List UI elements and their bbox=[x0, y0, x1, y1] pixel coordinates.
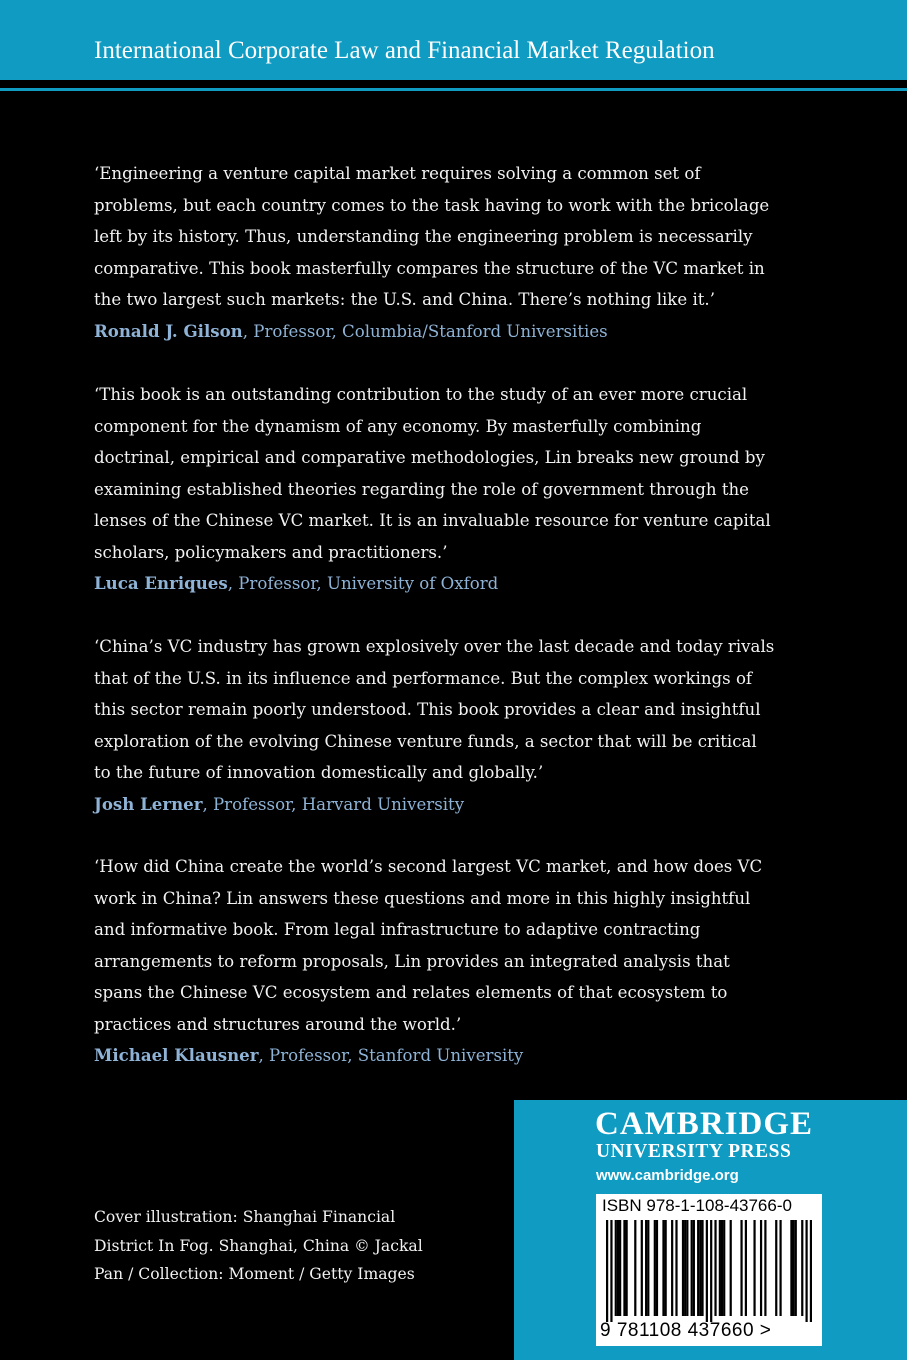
quote-line: lenses of the Chinese VC market. It is an invaluable resource for venture capital bbox=[94, 511, 771, 530]
barcode-bar bbox=[775, 1220, 777, 1316]
quote-line: ‘How did China create the world’s second largest VC market, and how does VC bbox=[94, 857, 763, 876]
barcode-bar bbox=[699, 1220, 701, 1316]
barcode-bar bbox=[682, 1220, 684, 1316]
quote-line: scholars, policymakers and practitioners.’ bbox=[94, 542, 448, 562]
quote-line: arrangements to reform proposals, Lin provides an integrated analysis that bbox=[94, 951, 730, 971]
quote-line: examining established theories regarding the role of government through the bbox=[94, 479, 749, 499]
endorsement-lerner bbox=[94, 631, 794, 820]
endorser-attribution bbox=[94, 789, 794, 821]
barcode-bar bbox=[753, 1220, 755, 1316]
band-rule bbox=[0, 88, 907, 91]
publisher-url: www.cambridge.org bbox=[596, 1167, 739, 1184]
barcode-bar bbox=[779, 1220, 781, 1316]
endorser-affiliation: , Professor, University of Oxford bbox=[227, 574, 499, 593]
barcode-bar bbox=[617, 1220, 619, 1316]
quote-line: ‘China’s VC industry has grown explosively over the last decade and today rivals bbox=[94, 637, 775, 656]
credit-line: Pan / Collection: Moment / Getty Images bbox=[94, 1265, 415, 1283]
barcode-bar bbox=[619, 1220, 621, 1316]
series-title: International Corporate Law and Financial Market Regulation bbox=[94, 37, 715, 64]
barcode-bar bbox=[801, 1220, 803, 1316]
barcode-bar bbox=[701, 1220, 703, 1316]
quote-line: exploration of the evolving Chinese venture funds, a sector that will be critical bbox=[94, 731, 757, 751]
quote-line: to the future of innovation domestically and globally.’ bbox=[94, 763, 544, 782]
barcode-bar bbox=[654, 1220, 656, 1316]
endorser-name: Ronald J. Gilson bbox=[94, 320, 243, 341]
barcode-bar bbox=[790, 1220, 792, 1316]
barcode-bar bbox=[721, 1220, 723, 1316]
barcode-bar bbox=[805, 1220, 807, 1322]
isbn-label: ISBN 978-1-108-43766-0 bbox=[602, 1196, 792, 1215]
barcode-digits: 9 781108 437660 > bbox=[600, 1320, 772, 1341]
barcode-bar bbox=[675, 1220, 677, 1316]
endorsement-gilson bbox=[94, 158, 794, 347]
endorser-name: Luca Enriques bbox=[94, 573, 228, 593]
barcode-bar bbox=[610, 1220, 612, 1322]
endorser-name: Josh Lerner bbox=[94, 793, 203, 814]
endorser-affiliation: , Professor, Harvard University bbox=[202, 794, 465, 814]
barcode-bar bbox=[662, 1220, 664, 1316]
barcode-bar bbox=[615, 1220, 617, 1316]
endorser-affiliation: , Professor, Stanford University bbox=[258, 1046, 524, 1065]
barcode-bar bbox=[626, 1220, 628, 1316]
quote-line: this sector remain poorly understood. This book provides a clear and insightful bbox=[94, 700, 761, 719]
endorsement-klausner bbox=[94, 851, 794, 1072]
cover-illustration-credit bbox=[94, 1203, 424, 1289]
endorsement-enriques bbox=[94, 379, 794, 600]
barcode-bar bbox=[693, 1220, 695, 1316]
endorser-affiliation: , Professor, Columbia/Stanford Universities bbox=[242, 321, 608, 341]
quote-line: work in China? Lin answers these questions and more in this highly insightful bbox=[94, 888, 751, 908]
endorser-attribution bbox=[94, 316, 794, 348]
barcode-icon bbox=[606, 1220, 812, 1322]
barcode-bar bbox=[740, 1220, 742, 1316]
barcode-bar bbox=[634, 1220, 636, 1316]
quote-line: doctrinal, empirical and comparative methodologies, Lin breaks new ground by bbox=[94, 448, 765, 467]
publisher-panel bbox=[514, 1100, 907, 1360]
cambridge-logo-wordmark: CAMBRIDGE bbox=[595, 1106, 814, 1142]
barcode-bar bbox=[606, 1220, 608, 1322]
barcode-bar bbox=[764, 1220, 766, 1316]
quote-line: problems, but each country comes to the task having to work with the bricolage bbox=[94, 195, 770, 215]
barcode-bar bbox=[691, 1220, 693, 1316]
barcode-bar bbox=[686, 1220, 688, 1316]
university-press-wordmark: UNIVERSITY PRESS bbox=[596, 1141, 792, 1162]
barcode-bar bbox=[671, 1220, 673, 1316]
barcode-bar bbox=[795, 1220, 797, 1316]
barcode-bar bbox=[792, 1220, 794, 1316]
barcode-bar bbox=[684, 1220, 686, 1316]
barcode-bar bbox=[810, 1220, 812, 1322]
barcode-bar bbox=[710, 1220, 712, 1322]
barcode-bar bbox=[714, 1220, 716, 1316]
barcode-bar bbox=[665, 1220, 667, 1316]
barcode-bar bbox=[745, 1220, 747, 1316]
endorser-attribution bbox=[94, 1040, 794, 1072]
barcode-bar bbox=[760, 1220, 762, 1316]
endorser-attribution bbox=[94, 568, 794, 600]
quote-line: ‘This book is an outstanding contribution to the study of an ever more crucial bbox=[94, 385, 748, 404]
barcode-bar bbox=[723, 1220, 725, 1316]
barcode-bar bbox=[641, 1220, 643, 1316]
barcode-bar bbox=[719, 1220, 721, 1316]
quote-line: that of the U.S. in its influence and performance. But the complex workings of bbox=[94, 668, 753, 688]
credit-line: District In Fog. Shanghai, China © Jackal bbox=[94, 1236, 423, 1255]
barcode-bar bbox=[656, 1220, 658, 1316]
barcode-bar bbox=[623, 1220, 625, 1316]
quote-line: component for the dynamism of any economy. By masterfully combining bbox=[94, 416, 702, 436]
quote-line: and informative book. From legal infrastructure to adaptive contracting bbox=[94, 920, 701, 939]
barcode-bar bbox=[647, 1220, 649, 1316]
quote-line: comparative. This book masterfully compares the structure of the VC market in bbox=[94, 258, 765, 278]
barcode-bar bbox=[697, 1220, 699, 1316]
credit-line: Cover illustration: Shanghai Financial bbox=[94, 1208, 396, 1226]
barcode-bar bbox=[645, 1220, 647, 1316]
quote-line: left by its history. Thus, understanding the engineering problem is necessarily bbox=[94, 227, 753, 246]
quote-line: ‘Engineering a venture capital market requires solving a common set of bbox=[94, 164, 701, 183]
series-band bbox=[0, 0, 907, 80]
endorser-name: Michael Klausner bbox=[94, 1045, 259, 1065]
quote-line: practices and structures around the world.’ bbox=[94, 1014, 462, 1034]
barcode-bar bbox=[706, 1220, 708, 1322]
quote-line: the two largest such markets: the U.S. and China. There’s nothing like it.’ bbox=[94, 290, 715, 309]
quote-line: spans the Chinese VC ecosystem and relates elements of that ecosystem to bbox=[94, 983, 728, 1002]
barcode-box bbox=[596, 1194, 822, 1346]
barcode-bar bbox=[730, 1220, 732, 1316]
